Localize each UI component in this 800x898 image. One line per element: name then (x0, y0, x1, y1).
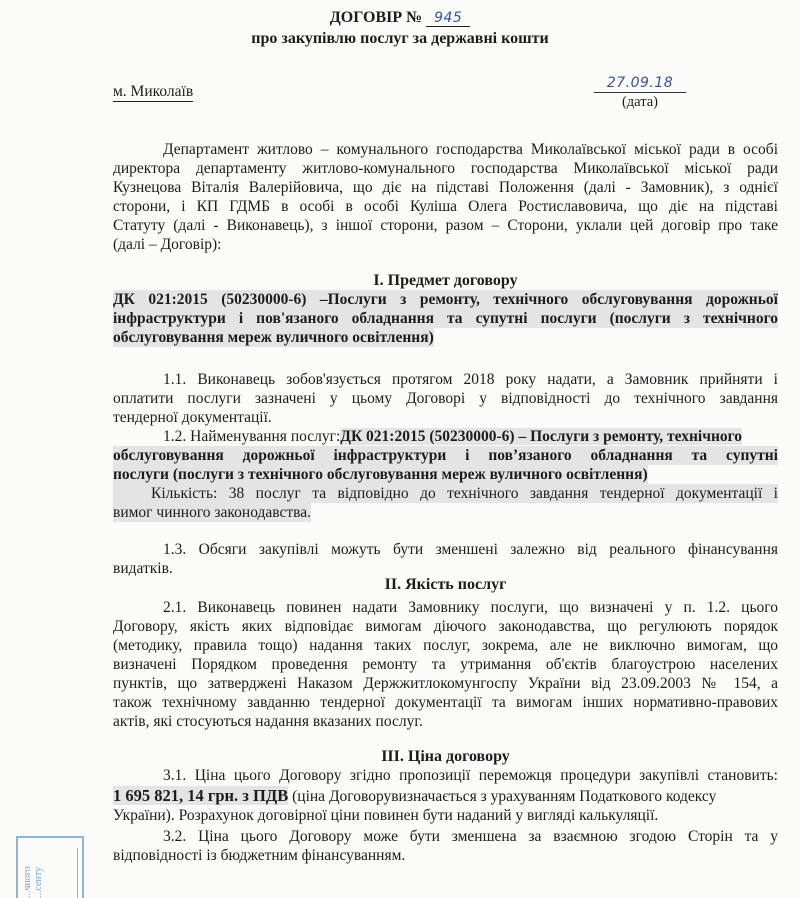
clause-1-1-line: оплатити послуги зазначені у цьому Договорі у відповідності до технічного завдання (113, 390, 778, 407)
clause-1-2-line (113, 427, 778, 446)
contract-title (0, 9, 800, 27)
date-label: (дата) (621, 94, 659, 110)
stamp-text-line: ...сенту (33, 866, 44, 898)
contract-number-handwritten: 945 (426, 10, 470, 27)
clause-1-2-bold: ДК 021:2015 (50230000-6) – Послуги з ремонту, технічного (340, 428, 743, 445)
preamble-line: Кузнецова Віталія Валерійовича, що діє на підставі Положення (далі - Замовник), з однієї (113, 179, 778, 196)
clause-1-2-line: послуги (послуги з технічного обслуговування мереж вуличного освітлення) (113, 466, 648, 483)
clause-2-1-line: пунктів, що затверджені Наказом Держжитлокомунгоспу України від 23.09.2003 № 154, а (113, 675, 778, 692)
clause-1-2-line: обслуговування дорожньої інфраструктури і пов’язаного обладнання та супутні (113, 447, 778, 464)
clause-3-2-line: відповідності із бюджетним фінансуванням. (113, 847, 406, 864)
clause-1-2-prefix: 1.2. Найменування послуг: (163, 428, 341, 445)
clause-2-1-line: також технічному завданню тендерної документації та вимогам інших нормативно-правових (113, 694, 778, 711)
stamp-text-line: ...чного (22, 866, 33, 898)
section-2-heading: ІІ. Якість послуг (384, 576, 507, 593)
registration-stamp (16, 836, 84, 898)
clause-2-1-line: 2.1. Виконавець повинен надати Замовнику послуги, що визначені у п. 1.2. цього (163, 599, 778, 616)
preamble-line: сторони, і КП ГДМБ в особі в особі Куліша Олега Ростиславовича, що діє на підставі (113, 198, 778, 215)
stamp-border-line (77, 848, 78, 898)
city-label: м. Миколаїв (113, 83, 194, 100)
subject-line: ДК 021:2015 (50230000-6) –Послуги з ремонту, технічного обслуговування дорожньої (113, 291, 778, 308)
preamble-line: (далі – Договір): (113, 236, 222, 253)
clause-2-1-line: Договору, якість яких відповідає вимогам діючого законодавства, що регулюють порядок (113, 618, 778, 635)
quantity-line: вимог чинного законодавства. (113, 504, 312, 521)
clause-1-3-line: видатків. (113, 560, 173, 577)
section-3-heading: ІІІ. Ціна договору (381, 748, 510, 765)
quantity-line: Кількість: 38 послуг та відповідно до технічного завдання тендерної документації і (113, 484, 778, 503)
contract-price: 1 695 821, 14 грн. з ПДВ (113, 786, 289, 805)
clause-1-1-line: 1.1. Виконавець зобов'язується протягом 2018 року надати, а Замовник прийняти і (163, 371, 778, 388)
clause-3-1-line (113, 786, 778, 806)
clause-2-1-line: (методику, правила тощо) надання таких послуг, зокрема, але не виключно вимогам, що (113, 637, 778, 654)
clause-3-2-line: 3.2. Ціна цього Договору може бути зменшена за взаємною згодою Сторін та у (163, 828, 778, 845)
contract-subtitle: про закупівлю послуг за державні кошти (251, 30, 549, 47)
clause-1-1-line: тендерної документації. (113, 409, 272, 426)
preamble-line: Департамент житлово – комунального господарства Миколаївської міської ради в особі (163, 141, 778, 158)
title-text: ДОГОВІР № (329, 9, 423, 26)
preamble-line: директора департаменту житлово-комунального господарства Миколаївської міської ради (113, 160, 778, 177)
clause-3-1-line: 3.1. Ціна цього Договору згідно пропозиції переможця процедури закупівлі становить: (163, 767, 778, 784)
date-handwritten: 27.09.18 (606, 75, 674, 91)
clause-1-3-line: 1.3. Обсяги закупівлі можуть бути зменшені залежно від реального фінансування (163, 541, 778, 558)
clause-2-1-line: визначені Порядком проведення ремонту та утримання об'єктів благоустрою населених (113, 656, 778, 673)
subject-line: інфраструктури і пов'язаного обладнання та супутні послуги (послуги з технічного (113, 310, 778, 327)
preamble-line: Статуту (далі - Виконавець), з іншої сторони, разом – Сторони, уклали цей договір про таке (113, 217, 778, 234)
stamp-text (22, 844, 44, 898)
date-handwritten-field (594, 74, 686, 93)
clause-3-1-line: України). Розрахунок договірної ціни повинен бути наданий у вигляді калькуляції. (113, 807, 659, 824)
clause-2-1-line: актів, які стосуються надання вказаних послуг. (113, 713, 423, 730)
section-1-heading: І. Предмет договору (373, 272, 518, 289)
price-note: (ціна Договорувизначається з урахуванням Податкового кодексу (288, 788, 717, 805)
subject-line: обслуговування мереж вуличного освітлення) (113, 329, 434, 346)
